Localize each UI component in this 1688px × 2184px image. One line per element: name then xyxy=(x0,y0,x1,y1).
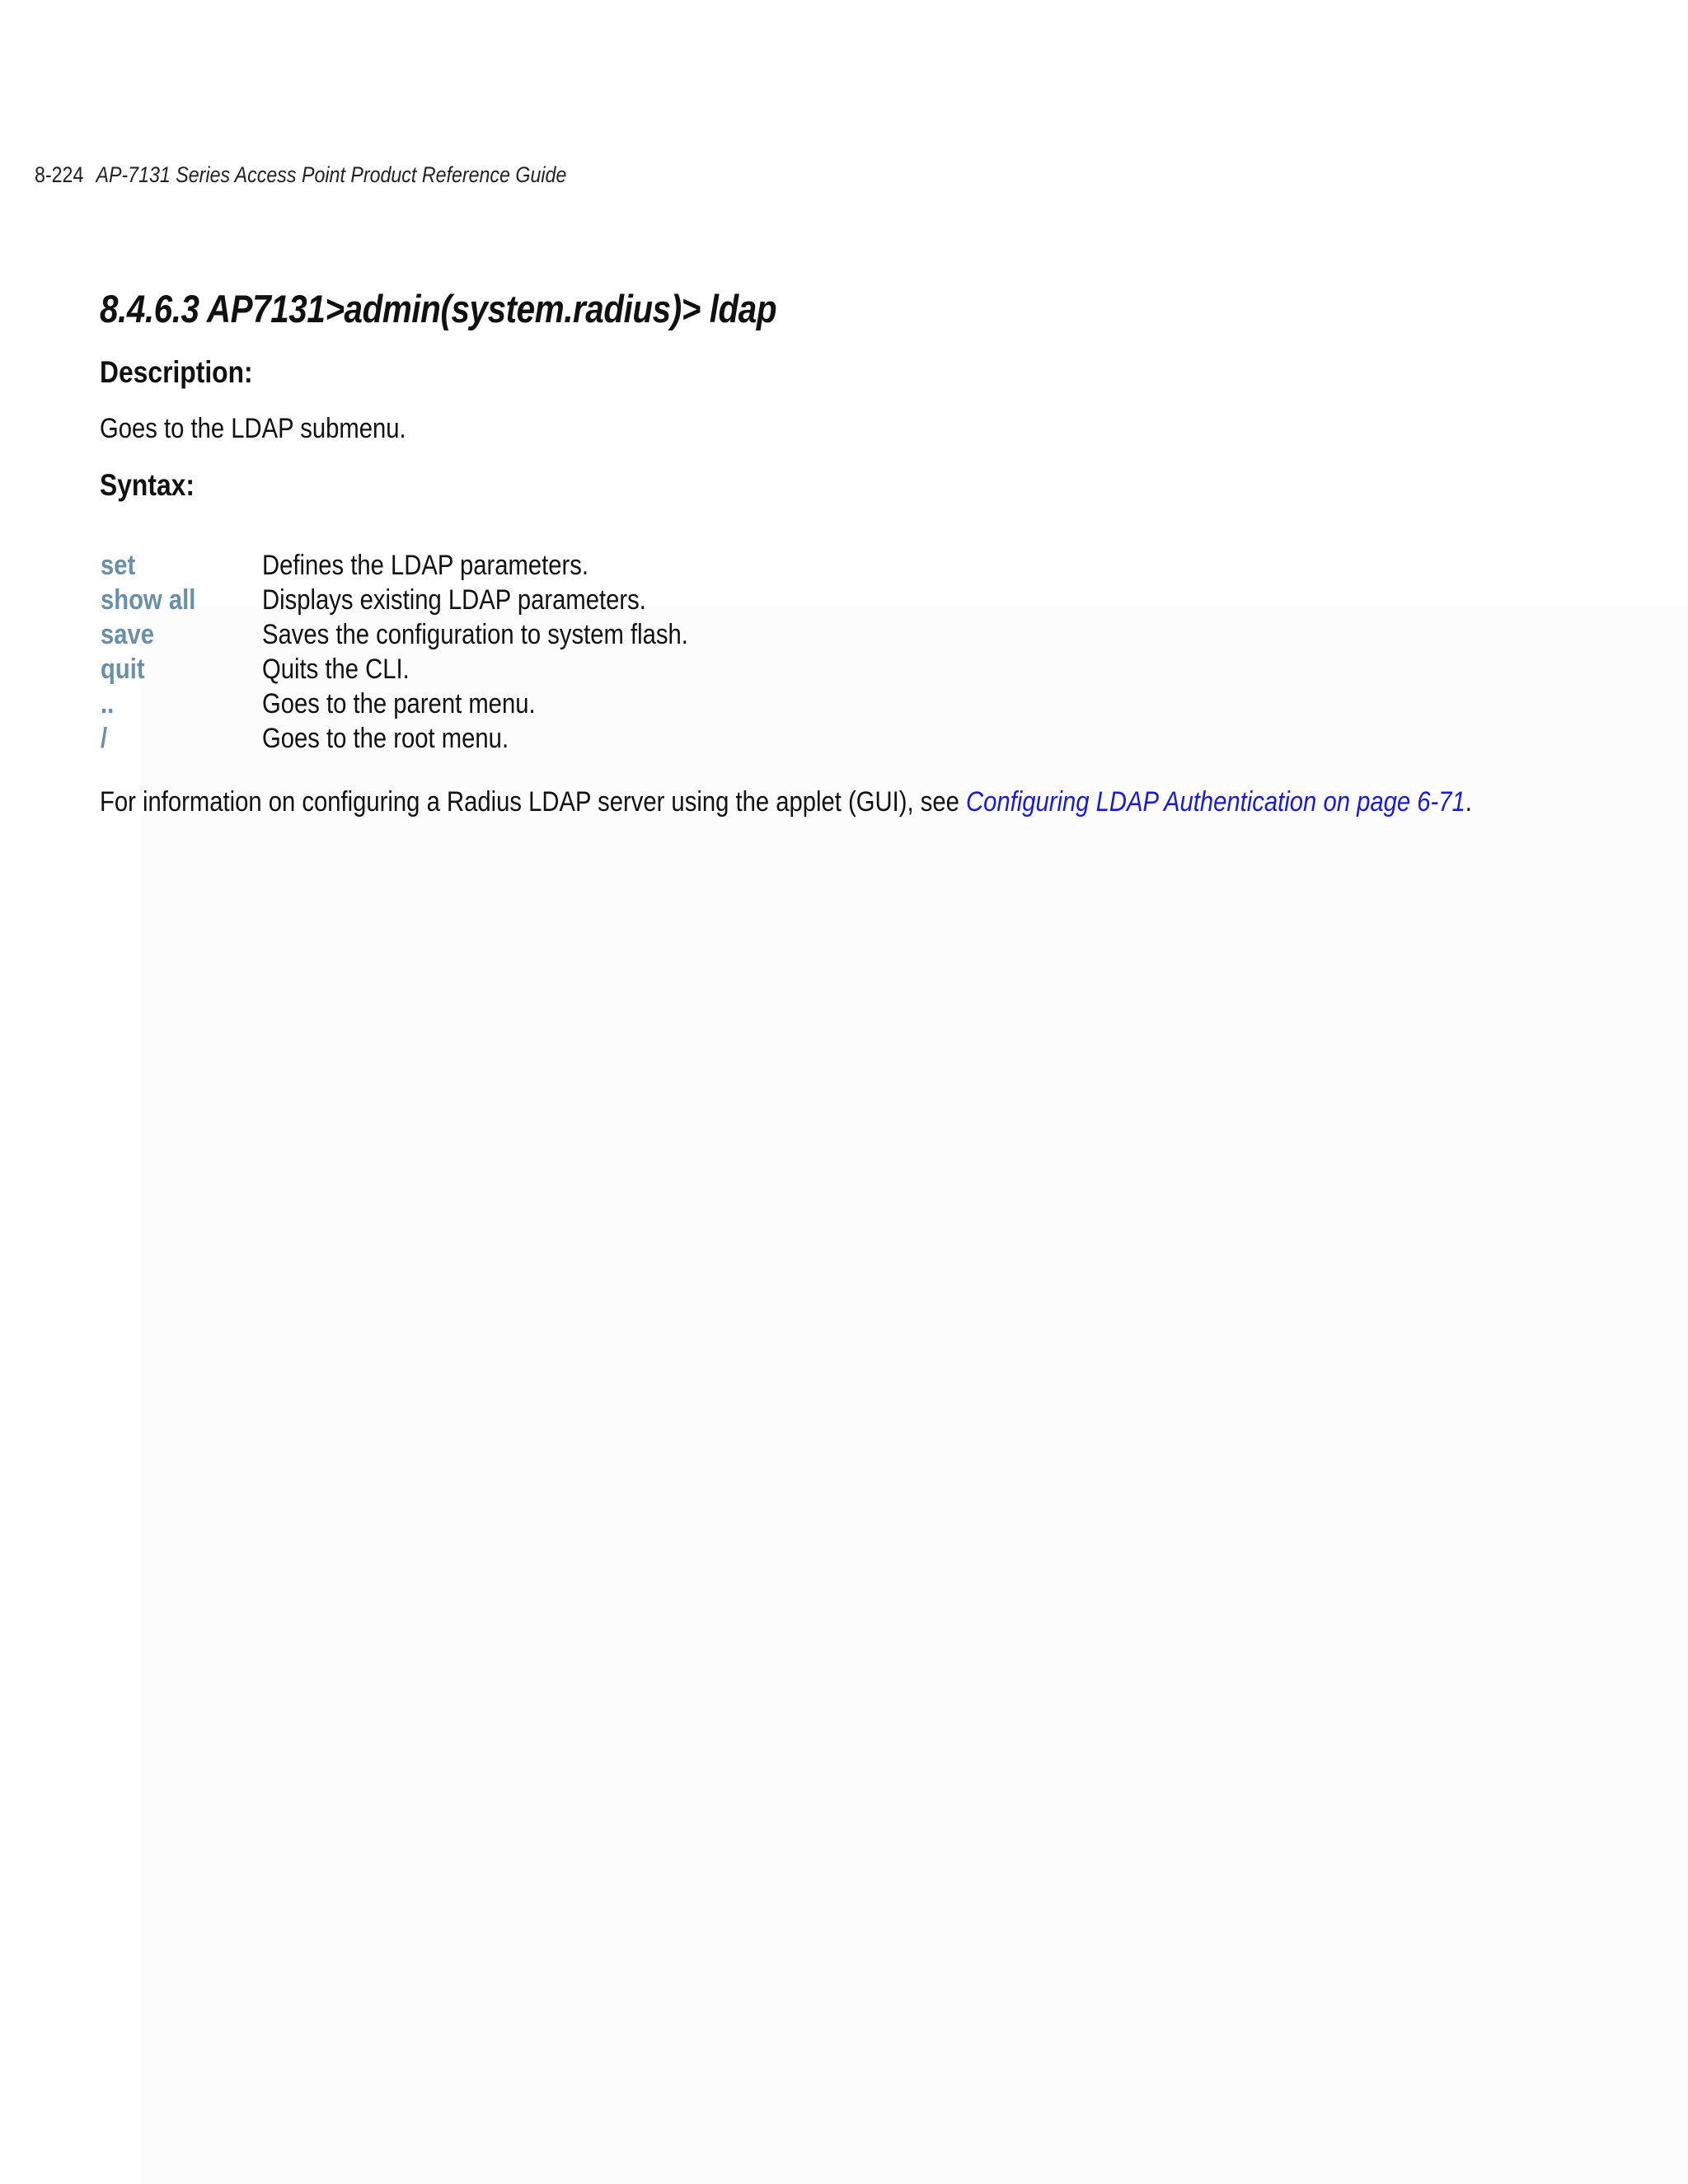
page-number: 8-224 xyxy=(35,162,84,187)
command-save: save xyxy=(101,619,155,650)
command-description: Saves the configuration to system flash. xyxy=(262,619,688,650)
command-root-menu: / xyxy=(101,723,108,754)
command-description: Quits the CLI. xyxy=(262,654,410,685)
syntax-heading: Syntax: xyxy=(100,468,195,502)
command-description: Displays existing LDAP parameters. xyxy=(262,584,646,616)
command-parent-menu: .. xyxy=(101,688,115,719)
running-header xyxy=(35,162,566,188)
command-set: set xyxy=(101,550,136,581)
info-paragraph xyxy=(100,786,1472,818)
description-heading: Description: xyxy=(100,355,253,389)
command-description: Defines the LDAP parameters. xyxy=(262,550,589,581)
cross-reference-link[interactable]: Configuring LDAP Authentication on page 6-71 xyxy=(966,786,1465,818)
info-prefix: For information on configuring a Radius LDAP server using the applet (GUI), see xyxy=(100,786,967,818)
section-title: 8.4.6.3 AP7131>admin(system.radius)> ldap xyxy=(100,287,777,330)
command-description: Goes to the root menu. xyxy=(262,723,509,754)
command-description: Goes to the parent menu. xyxy=(262,688,536,719)
page-background xyxy=(140,606,1688,2184)
description-text: Goes to the LDAP submenu. xyxy=(100,413,406,444)
command-show-all: show all xyxy=(101,584,196,616)
command-quit: quit xyxy=(101,654,145,685)
guide-title: AP-7131 Series Access Point Product Reference Guide xyxy=(96,162,567,187)
info-suffix: . xyxy=(1465,786,1472,818)
